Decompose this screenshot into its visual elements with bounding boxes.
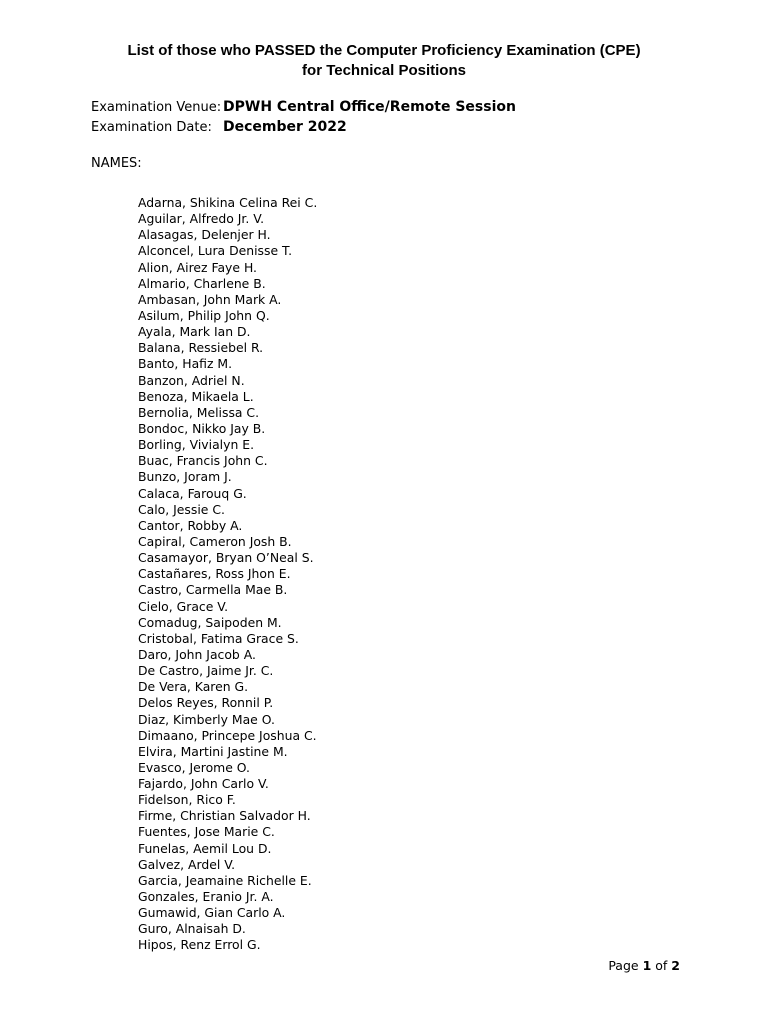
list-item-name: Fajardo, John Carlo V. (138, 776, 269, 792)
of-word: of (655, 958, 668, 973)
list-item-name: De Castro, Jaime Jr. C. (138, 663, 274, 679)
list-item-name: Bondoc, Nikko Jay B. (138, 420, 266, 436)
list-item-name: Evasco, Jerome O. (138, 759, 250, 775)
list-item-name: Gonzales, Eranio Jr. A. (138, 889, 274, 905)
list-item-name: Banto, Hafiz M. (138, 356, 233, 372)
list-item-name: Banzon, Adriel N. (138, 372, 245, 388)
list-item-name: Almario, Charlene B. (138, 275, 266, 291)
list-item-name: Balana, Ressiebel R. (138, 340, 264, 356)
list-item-name: Calo, Jessie C. (138, 501, 225, 517)
list-item-name: De Vera, Karen G. (138, 679, 249, 695)
list-item-name: Fuentes, Jose Marie C. (138, 824, 275, 840)
list-item-name: Castañares, Ross Jhon E. (138, 566, 291, 582)
exam-date-value: December 2022 (223, 119, 347, 135)
page-footer (608, 956, 680, 976)
list-item-name: Bunzo, Joram J. (138, 469, 232, 485)
list-item-name: Borling, Vivialyn E. (138, 437, 255, 453)
page-word: Page (608, 958, 639, 973)
list-item-name: Dimaano, Princepe Joshua C. (138, 727, 317, 743)
list-item-name: Casamayor, Bryan O’Neal S. (138, 550, 314, 566)
list-item-name: Gumawid, Gian Carlo A. (138, 905, 286, 921)
list-item-name: Cielo, Grace V. (138, 598, 229, 614)
list-item-name: Buac, Francis John C. (138, 453, 268, 469)
list-item-name: Diaz, Kimberly Mae O. (138, 711, 275, 727)
list-item-name: Alasagas, Delenjer H. (138, 227, 271, 243)
list-item-name: Garcia, Jeamaine Richelle E. (138, 872, 312, 888)
list-item-name: Aguilar, Alfredo Jr. V. (138, 211, 265, 227)
page-total: 2 (671, 958, 680, 973)
list-item-name: Capiral, Cameron Josh B. (138, 533, 292, 549)
list-item-name: Cantor, Robby A. (138, 517, 243, 533)
list-item-name: Bernolia, Melissa C. (138, 404, 260, 420)
list-item-name: Alconcel, Lura Denisse T. (138, 243, 293, 259)
list-item-name: Calaca, Farouq G. (138, 485, 247, 501)
list-item-name: Castro, Carmella Mae B. (138, 582, 288, 598)
list-item-name: Ambasan, John Mark A. (138, 291, 282, 307)
list-item-name: Daro, John Jacob A. (138, 646, 256, 662)
exam-venue-label: Examination Venue: (91, 100, 222, 115)
list-item-name: Funelas, Aemil Lou D. (138, 840, 272, 856)
list-item-name: Asilum, Philip John Q. (138, 307, 270, 323)
list-item-name: Guro, Alnaisah D. (138, 921, 246, 937)
list-item-name: Alion, Airez Faye H. (138, 259, 257, 275)
exam-venue-row (91, 97, 516, 117)
exam-date-row (91, 117, 347, 137)
list-item-name: Firme, Christian Salvador H. (138, 808, 311, 824)
page-current: 1 (642, 958, 652, 973)
list-item-name: Hipos, Renz Errol G. (138, 937, 261, 953)
document-title-line-2: for Technical Positions (302, 62, 466, 79)
exam-date-label: Examination Date: (91, 120, 212, 135)
list-item-name: Fidelson, Rico F. (138, 792, 236, 808)
list-item-name: Elvira, Martini Jastine M. (138, 743, 288, 759)
list-item-name: Galvez, Ardel V. (138, 856, 236, 872)
list-item-name: Cristobal, Fatima Grace S. (138, 630, 299, 646)
exam-venue-value: DPWH Central Office/Remote Session (223, 99, 516, 115)
list-item-name: Ayala, Mark Ian D. (138, 324, 251, 340)
list-item-name: Comadug, Saipoden M. (138, 614, 282, 630)
list-item-name: Delos Reyes, Ronnil P. (138, 695, 274, 711)
document-title-line-1: List of those who PASSED the Computer Proficiency Examination (CPE) (127, 42, 641, 59)
list-item-name: Benoza, Mikaela L. (138, 388, 254, 404)
list-item-name: Adarna, Shikina Celina Rei C. (138, 195, 318, 210)
names-heading: NAMES: (91, 156, 142, 171)
